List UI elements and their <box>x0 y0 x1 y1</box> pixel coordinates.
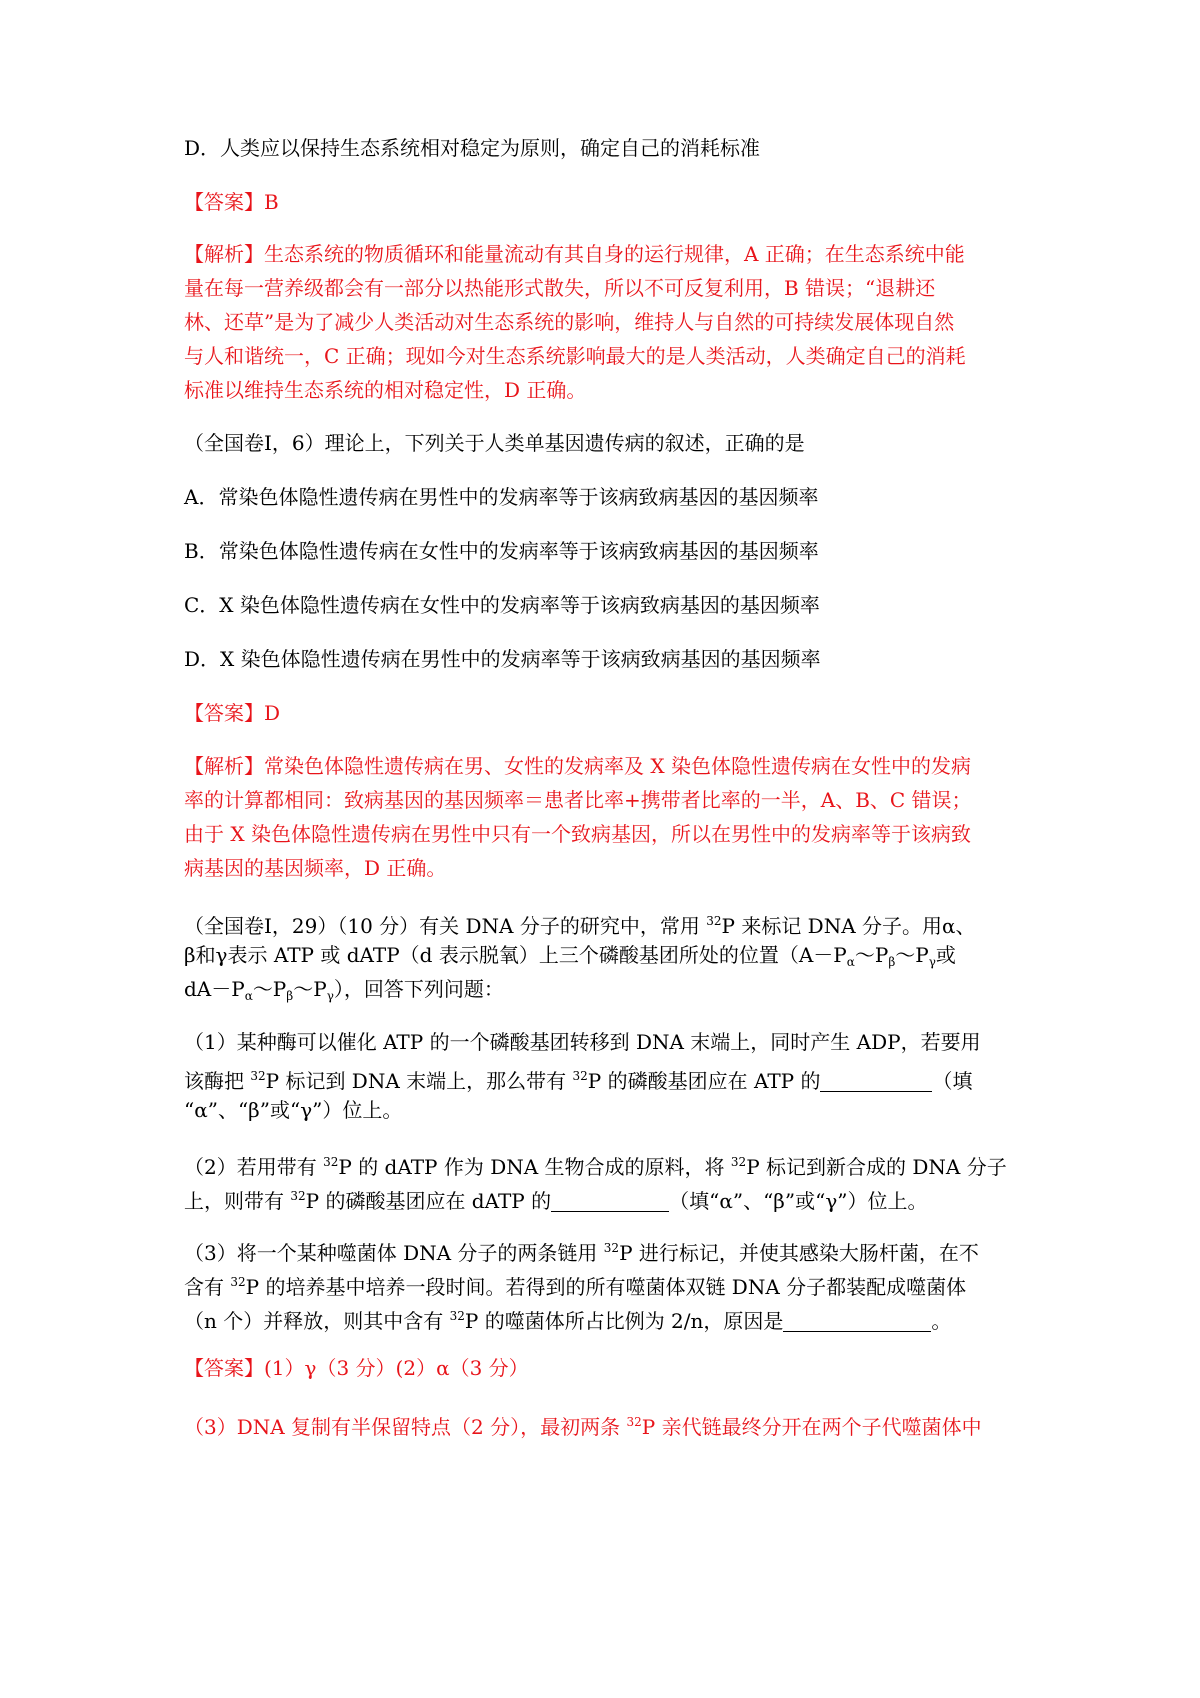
q3-part3-line3: （n 个）并释放，则其中含有 $^{32}$P 的噬菌体所占比例为 2/n，原因是 。 <box>184 1309 952 1333</box>
answer-blank[interactable] <box>551 1189 669 1212</box>
q2-answer: 【答案】D <box>184 701 281 725</box>
q2-option-b: B．常染色体隐性遗传病在女性中的发病率等于该病致病基因的基因频率 <box>184 539 819 563</box>
q2-analysis-line: 【解析】常染色体隐性遗传病在男、女性的发病率及 X 染色体隐性遗传病在女性中的发病 <box>184 754 971 778</box>
q3-part1-line3: “α”、“β”或“γ”）位上。 <box>184 1098 403 1122</box>
answer-blank[interactable] <box>783 1309 931 1332</box>
q3-part1-line2: 该酶把 $^{32}$P 标记到 DNA 末端上，那么带有 $^{32}$P 的磷酸基团应在 ATP 的 （填 <box>184 1069 973 1093</box>
q2-analysis-line: 病基因的基因频率，D 正确。 <box>184 856 447 880</box>
q1-analysis-line: 量在每一营养级都会有一部分以热能形式散失，所以不可反复利用，B 错误；“退耕还 <box>184 276 936 300</box>
q3-part2-line2: 上，则带有 $^{32}$P 的磷酸基团应在 dATP 的 （填“α”、“β”或“γ”）位上。 <box>184 1189 928 1213</box>
q2-stem: （全国卷Ⅰ，6）理论上，下列关于人类单基因遗传病的叙述，正确的是 <box>184 431 805 455</box>
q1-analysis-line: 林、还草”是为了减少人类活动对生态系统的影响，维持人与自然的可持续发展体现自然 <box>184 310 955 334</box>
q3-part3-line1: （3）将一个某种噬菌体 DNA 分子的两条链用 $^{32}$P 进行标记，并使其感染大肠杆菌，在不 <box>184 1241 979 1265</box>
q2-analysis-line: 率的计算都相同：致病基因的基因频率＝患者比率+携带者比率的一半，A、B、C 错误； <box>184 788 972 812</box>
q1-answer: 【答案】B <box>184 190 279 214</box>
q3-answer: 【答案】(1）γ（3 分）(2）α（3 分） <box>184 1356 529 1380</box>
q1-analysis-line: 标准以维持生态系统的相对稳定性，D 正确。 <box>184 378 587 402</box>
q2-option-c: C．X 染色体隐性遗传病在女性中的发病率等于该病致病基因的基因频率 <box>184 593 820 617</box>
q3-answer-part3: （3）DNA 复制有半保留特点（2 分），最初两条 $^{32}$P 亲代链最终分开在两个子代噬菌体中 <box>184 1415 982 1439</box>
q2-option-d: D．X 染色体隐性遗传病在男性中的发病率等于该病致病基因的基因频率 <box>184 647 821 671</box>
q3-part1-line1: （1）某种酶可以催化 ATP 的一个磷酸基团转移到 DNA 末端上，同时产生 ADP，若要用 <box>184 1030 981 1054</box>
q3-part3-line2: 含有 $^{32}$P 的培养基中培养一段时间。若得到的所有噬菌体双链 DNA 分子都装配成噬菌体 <box>184 1275 967 1299</box>
q3-stem-line2: β和γ表示 ATP 或 dATP（d 表示脱氧）上三个磷酸基团所处的位置（$A-P_\alpha\sim P_\beta\sim P_\gamma$或 <box>184 943 956 969</box>
superscript-32: 32 <box>706 914 722 928</box>
q1-analysis-line: 【解析】生态系统的物质循环和能量流动有其自身的运行规律，A 正确；在生态系统中能 <box>184 242 965 266</box>
q1-analysis-line: 与人和谐统一，C 正确；现如今对生态系统影响最大的是人类活动，人类确定自己的消耗 <box>184 344 966 368</box>
answer-blank[interactable] <box>820 1069 932 1092</box>
q2-analysis-line: 由于 X 染色体隐性遗传病在男性中只有一个致病基因，所以在男性中的发病率等于该病致 <box>184 822 971 846</box>
q3-part2-line1: （2）若用带有 $^{32}$P 的 dATP 作为 DNA 生物合成的原料，将 $^{32}$P 标记到新合成的 DNA 分子 <box>184 1155 1007 1179</box>
q2-option-a: A．常染色体隐性遗传病在男性中的发病率等于该病致病基因的基因频率 <box>184 485 819 509</box>
q3-stem-line1: （全国卷Ⅰ，29）（10 分）有关 DNA 分子的研究中，常用 $^{32}$P 来标记 DNA 分子。用α、 <box>184 914 976 938</box>
q3-stem-line3: $dA-P_\alpha\sim P_\beta\sim P_\gamma$），回答下列问题： <box>184 977 504 1003</box>
q1-option-d: D．人类应以保持生态系统相对稳定为原则，确定自己的消耗标准 <box>184 136 761 160</box>
